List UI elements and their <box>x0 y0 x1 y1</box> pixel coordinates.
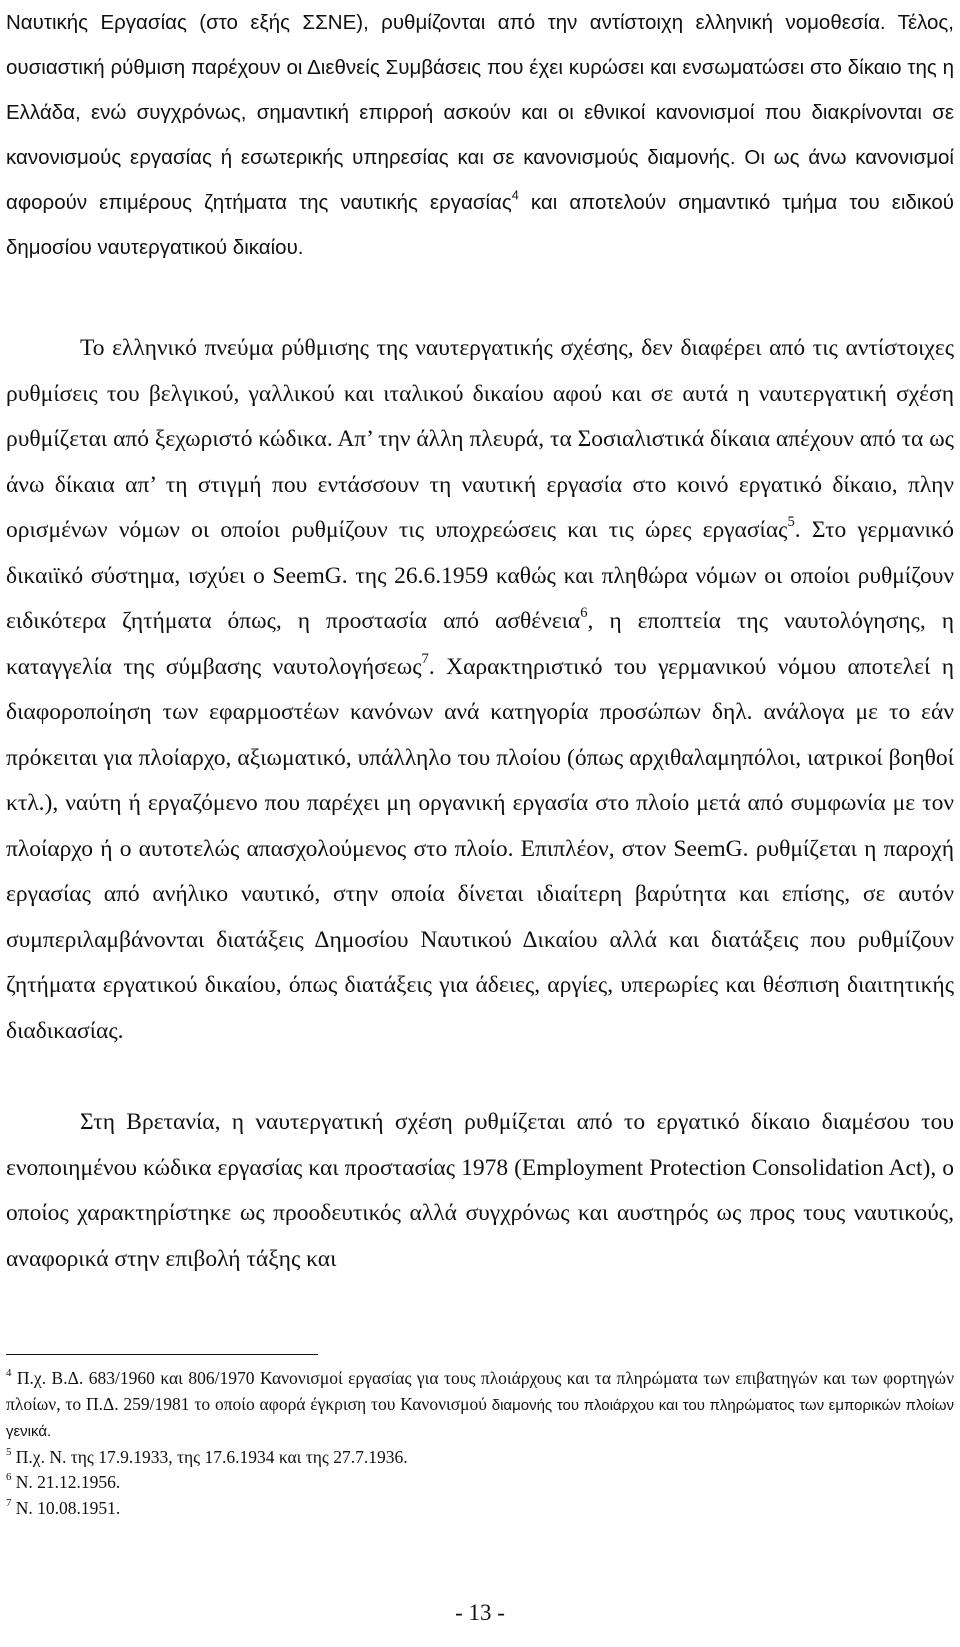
footnote-text: Π.χ. Ν. της 17.9.1933, της 17.6.1934 και της 27.7.1936. <box>11 1446 408 1467</box>
body-text-serif <box>6 326 954 1282</box>
footnote-number: 7 <box>6 1496 12 1509</box>
footnote-number: 5 <box>6 1445 12 1458</box>
paragraph-sentence: . Στο γερμανικό δικαιϊκό σύστημα, ισχύει ο SeemG. της 26.6.1959 καθώς και πληθώρα νόμων οι οποίοι ρυθμίζουν ειδικότερα ζητήματα όπως, η προστασία από ασθένεια <box>6 517 954 634</box>
footnote-number: 6 <box>6 1470 12 1483</box>
footnote-5 <box>6 1445 954 1471</box>
footnote-text: Ν. 21.12.1956. <box>11 1472 121 1492</box>
footnote-text: διαμονής του πλοιάρχου και του πληρώματος των εμπορικών πλοίων γενικά. <box>6 1396 954 1440</box>
footnote-ref-4: 4 <box>511 187 519 203</box>
footnote-6 <box>6 1470 954 1496</box>
footnotes <box>6 1366 954 1521</box>
footnote-ref-7: 7 <box>421 650 429 667</box>
paragraph-continuation <box>6 0 954 270</box>
paragraph-text-tail: και αποτελούν σημαντικό τμήμα του ειδικού δημοσίου ναυτεργατικού δικαίου. <box>6 191 954 259</box>
body-text-sans <box>6 0 954 270</box>
footnote-separator <box>6 1354 318 1355</box>
page-number: - 13 - <box>455 1600 505 1625</box>
footnote-number: 4 <box>6 1366 12 1379</box>
footnote-text: Π.χ. Β.Δ. 683/1960 και 806/1970 Κανονισμοί εργασίας για τους πλοιάρχους και τα πληρώματα των επιβατηγών και των φορτηγών πλοίων, το Π.Δ. 259/1981 το οποίο αφορά έγκριση του Κανονισμού <box>6 1368 954 1414</box>
footnote-ref-6: 6 <box>580 605 588 622</box>
footnote-4 <box>6 1366 954 1445</box>
footnote-text: Ν. 10.08.1951. <box>11 1497 121 1518</box>
paragraph-sentence: Το ελληνικό πνεύμα ρύθμισης της ναυτεργατικής σχέσης, δεν διαφέρει από τις αντίστοιχες ρυθμίσεις του βελγικού, γαλλικού και ιταλικού δικαίου αφού και σε αυτά η ναυτεργατική σχέση ρυθμίζεται από ξεχωριστό κώδικα. Απ’ την άλλη πλευρά, τα Σοσιαλιστικά δίκαια απέχουν από τα ως άνω δίκαια απ’ τη στιγμή που εντάσσουν τη ναυτική εργασία στο κοινό εργατικό δίκαιο, πλην ορισμένων νόμων οι οποίοι ρυθμίζουν τις υποχρεώσεις και τις ώρες εργασίας <box>6 335 954 543</box>
paragraph-sentence: . Χαρακτηριστικό του γερμανικού νόμου αποτελεί η διαφοροποίηση των εφαρμοστέων κανόνων ανά κατηγορία προσώπων δηλ. ανάλογα με το εάν πρόκειται για πλοίαρχο, αξιωματικό, υπάλληλο του πλοίου (όπως αρχιθαλαμηπόλοι, ιατρικοί βοηθοί κτλ.), ναύτη ή εργαζόμενο που παρέχει μη οργανική εργασία στο πλοίο μετά από συμφωνία με τον πλοίαρχο ή ο αυτοτελώς απασχολούμενος στο πλοίο. Επιπλέον, στον SeemG. ρυθμίζεται η παροχή εργασίας από ανήλικο ναυτικό, στην οποία δίνεται ιδιαίτερη βαρύτητα και επίσης, σε αυτόν συμπεριλαμβάνονται διατάξεις Δημοσίου Ναυτικού Δικαίου αλλά και διατάξεις που ρυθμίζουν ζητήματα εργατικού δικαίου, όπως διατάξεις για άδειες, αργίες, υπερωρίες και θέσπιση διαιτητικής διαδικασίας. <box>6 653 955 1044</box>
paragraph-britain: Στη Βρετανία, η ναυτεργατική σχέση ρυθμίζεται από το εργατικό δίκαιο διαμέσου του ενοποιημένου κώδικα εργασίας και προστασίας 1978 (Employment Protection Consolidation Act), ο οποίος χαρακτηρίστηκε ως προοδευτικός αλλά συγχρόνως και αυστηρός ως προς τους ναυτικούς, αναφορικά στην επιβολή τάξης και <box>6 1109 954 1272</box>
paragraph-comparative-law <box>6 326 954 1054</box>
footnote-7 <box>6 1496 954 1522</box>
paragraph-sentence: , η εποπτεία της ναυτολόγησης, η καταγγελία της σύμβασης ναυτολογήσεως <box>6 608 954 680</box>
footnote-ref-5: 5 <box>787 514 795 531</box>
paragraph-text: Ναυτικής Εργασίας (στο εξής ΣΣΝΕ), ρυθμίζονται από την αντίστοιχη ελληνική νομοθεσία. Τέλος, ουσιαστική ρύθμιση παρέχουν οι Διεθνείς Συμβάσεις που έχει κυρώσει και ενσωματώσει στο δίκαιο της η Ελλάδα, ενώ συγχρόνως, σημαντική επιρροή ασκούν και οι εθνικοί κανονισμοί που διακρίνονται σε κανονισμούς εργασίας ή εσωτερικής υπηρεσίας και σε κανονισμούς διαμονής. Οι ως άνω κανονισμοί αφορούν επιμέρους ζητήματα της ναυτικής εργασίας <box>6 11 954 214</box>
